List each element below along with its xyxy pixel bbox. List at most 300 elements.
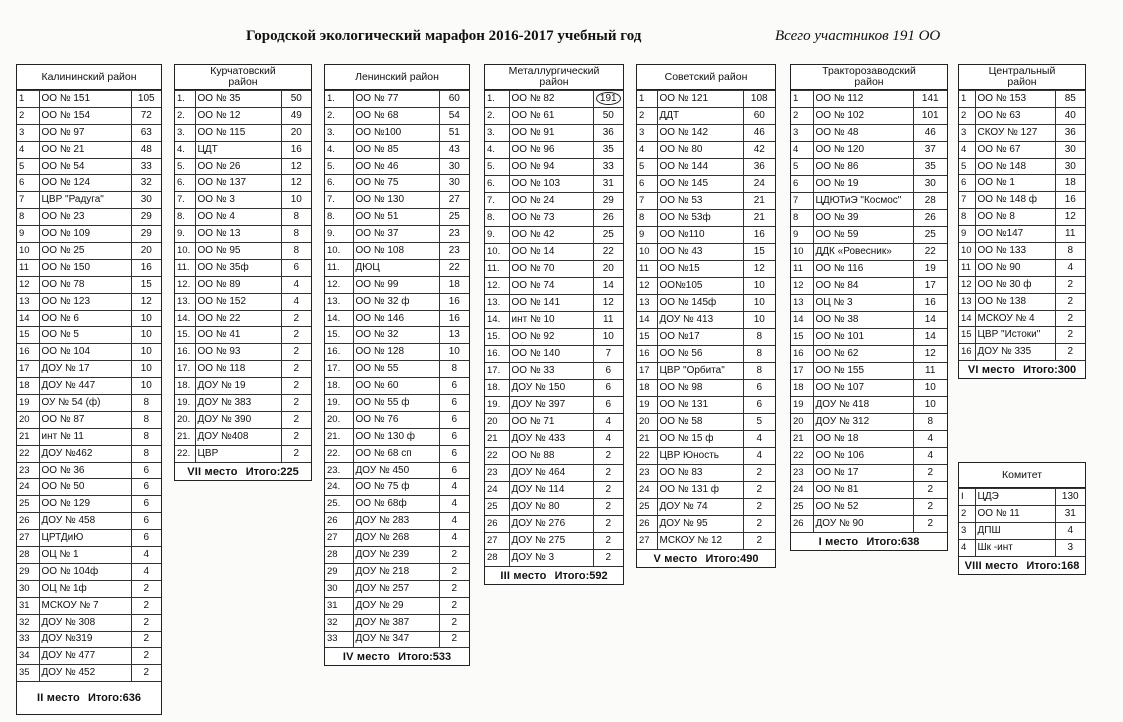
row-number: 4 bbox=[791, 142, 813, 159]
participant-count: 22 bbox=[439, 259, 469, 276]
participant-count: 20 bbox=[281, 124, 311, 141]
row-number: 6 bbox=[637, 176, 657, 193]
district-panel bbox=[16, 64, 162, 715]
organization-name: ОО № 41 bbox=[195, 327, 281, 344]
table-row bbox=[325, 276, 469, 293]
district-panel bbox=[958, 462, 1086, 575]
table-row bbox=[17, 344, 161, 361]
participant-count bbox=[593, 91, 623, 108]
participant-count: 2 bbox=[439, 563, 469, 580]
row-number: 5. bbox=[325, 158, 353, 175]
district-table bbox=[325, 90, 469, 648]
table-row bbox=[637, 125, 775, 142]
participant-count: 27 bbox=[439, 192, 469, 209]
participant-count: 2 bbox=[131, 597, 161, 614]
organization-name: ОО № 68 bbox=[353, 107, 439, 124]
table-row bbox=[17, 496, 161, 513]
participant-count: 4 bbox=[131, 547, 161, 564]
organization-name: ДОУ № 347 bbox=[353, 631, 439, 648]
row-number: 4. bbox=[325, 141, 353, 158]
row-number: 15. bbox=[485, 329, 509, 346]
organization-name: ОО № 87 bbox=[39, 411, 131, 428]
participant-count: 4 bbox=[1055, 259, 1085, 276]
table-row bbox=[17, 243, 161, 260]
table-row bbox=[637, 414, 775, 431]
organization-name: ОО № 92 bbox=[509, 329, 593, 346]
participant-count: 16 bbox=[439, 310, 469, 327]
place-label: II место bbox=[36, 692, 80, 705]
table-row bbox=[17, 226, 161, 243]
table-row bbox=[485, 448, 623, 465]
participant-count: 15 bbox=[743, 244, 775, 261]
table-row bbox=[325, 107, 469, 124]
participant-count: 108 bbox=[743, 91, 775, 108]
district-table bbox=[959, 488, 1085, 557]
table-row bbox=[17, 141, 161, 158]
participant-count: 16 bbox=[743, 227, 775, 244]
table-row bbox=[485, 91, 623, 108]
organization-name: ДОУ № 458 bbox=[39, 513, 131, 530]
organization-name: ОО № 84 bbox=[813, 278, 913, 295]
row-number: 10. bbox=[485, 244, 509, 261]
participant-count: 54 bbox=[439, 107, 469, 124]
participant-count: 10 bbox=[131, 344, 161, 361]
row-number: 6. bbox=[175, 175, 195, 192]
organization-name: ОО № 121 bbox=[657, 91, 743, 108]
table-row bbox=[325, 226, 469, 243]
table-row bbox=[325, 124, 469, 141]
participant-count: 35 bbox=[593, 142, 623, 159]
participant-count: 51 bbox=[439, 124, 469, 141]
participant-count: 22 bbox=[913, 244, 947, 261]
participant-count: 25 bbox=[593, 227, 623, 244]
row-number: 16. bbox=[325, 344, 353, 361]
participant-count: 10 bbox=[743, 278, 775, 295]
row-number: 28 bbox=[325, 547, 353, 564]
row-number: 18 bbox=[637, 380, 657, 397]
organization-name: ДОУ № 418 bbox=[813, 397, 913, 414]
table-row bbox=[485, 278, 623, 295]
participant-count: 2 bbox=[131, 631, 161, 648]
participant-count: 141 bbox=[913, 91, 947, 108]
table-row bbox=[637, 431, 775, 448]
table-row bbox=[325, 259, 469, 276]
organization-name: ОО № 106 bbox=[813, 448, 913, 465]
row-number: 11 bbox=[959, 259, 975, 276]
table-row bbox=[791, 159, 947, 176]
row-number: 33 bbox=[17, 631, 39, 648]
row-number: 24 bbox=[485, 482, 509, 499]
participant-count: 6 bbox=[593, 397, 623, 414]
district-result bbox=[175, 463, 311, 480]
row-number: 8 bbox=[637, 210, 657, 227]
row-number: I bbox=[959, 489, 975, 506]
organization-name: ДОУ № 450 bbox=[353, 462, 439, 479]
participant-count: 72 bbox=[131, 107, 161, 124]
district-result bbox=[485, 567, 623, 584]
table-row bbox=[175, 344, 311, 361]
row-number: 19 bbox=[17, 395, 39, 412]
table-row bbox=[175, 293, 311, 310]
participant-count: 4 bbox=[439, 496, 469, 513]
row-number: 33 bbox=[325, 631, 353, 648]
row-number: 30 bbox=[325, 580, 353, 597]
participant-count: 8 bbox=[439, 361, 469, 378]
table-row bbox=[959, 327, 1085, 344]
table-row bbox=[17, 614, 161, 631]
row-number: 19 bbox=[791, 397, 813, 414]
table-row bbox=[637, 244, 775, 261]
row-number: 22 bbox=[485, 448, 509, 465]
participant-count: 2 bbox=[281, 428, 311, 445]
row-number: 23 bbox=[637, 465, 657, 482]
participant-count: 8 bbox=[1055, 243, 1085, 260]
table-row bbox=[175, 226, 311, 243]
row-number: 20 bbox=[17, 411, 39, 428]
participant-count: 36 bbox=[743, 159, 775, 176]
row-number: 16 bbox=[791, 346, 813, 363]
table-row bbox=[637, 159, 775, 176]
organization-name: ОО № 150 bbox=[39, 259, 131, 276]
organization-name: ОО № 115 bbox=[195, 124, 281, 141]
organization-name: ДОУ № 29 bbox=[353, 597, 439, 614]
table-row bbox=[959, 107, 1085, 124]
row-number: 6 bbox=[17, 175, 39, 192]
organization-name: ОО № 35 bbox=[195, 91, 281, 108]
organization-name: ОО № 73 bbox=[509, 210, 593, 227]
organization-name: ОО № 19 bbox=[813, 176, 913, 193]
total-label: Итого:225 bbox=[245, 465, 299, 478]
table-row bbox=[485, 261, 623, 278]
participant-count: 2 bbox=[281, 395, 311, 412]
row-number: 22. bbox=[325, 445, 353, 462]
district-panel bbox=[958, 64, 1086, 379]
organization-name: ОО № 124 bbox=[39, 175, 131, 192]
table-row bbox=[959, 192, 1085, 209]
table-row bbox=[791, 91, 947, 108]
table-row bbox=[17, 378, 161, 395]
organization-name: ЦДЭ bbox=[975, 489, 1055, 506]
row-number: 8 bbox=[959, 209, 975, 226]
participant-count: 4 bbox=[743, 448, 775, 465]
organization-name: ОО № 97 bbox=[39, 124, 131, 141]
table-row bbox=[325, 175, 469, 192]
participant-count: 12 bbox=[593, 295, 623, 312]
organization-name: ОО № 21 bbox=[39, 141, 131, 158]
table-row bbox=[175, 378, 311, 395]
participant-count: 2 bbox=[743, 499, 775, 516]
row-number: 15 bbox=[959, 327, 975, 344]
table-row bbox=[17, 631, 161, 648]
participant-count: 2 bbox=[439, 580, 469, 597]
organization-name: ДОУ № 257 bbox=[353, 580, 439, 597]
organization-name: ДОУ № 19 bbox=[195, 378, 281, 395]
participant-count: 3 bbox=[1055, 540, 1085, 557]
table-row bbox=[485, 499, 623, 516]
participant-count: 2 bbox=[281, 310, 311, 327]
participant-count: 6 bbox=[743, 380, 775, 397]
organization-name: ДОУ № 80 bbox=[509, 499, 593, 516]
participant-count: 16 bbox=[913, 295, 947, 312]
organization-name: ОО № 107 bbox=[813, 380, 913, 397]
table-row bbox=[325, 445, 469, 462]
row-number: 2 bbox=[791, 108, 813, 125]
table-row bbox=[959, 540, 1085, 557]
organization-name: ОО № 138 bbox=[975, 293, 1055, 310]
participant-count: 63 bbox=[131, 124, 161, 141]
row-number: 17. bbox=[175, 361, 195, 378]
table-row bbox=[791, 499, 947, 516]
participant-count: 5 bbox=[743, 414, 775, 431]
table-row bbox=[637, 448, 775, 465]
organization-name: МСКОУ № 4 bbox=[975, 310, 1055, 327]
table-row bbox=[485, 295, 623, 312]
participant-count: 2 bbox=[281, 361, 311, 378]
row-number: 22 bbox=[791, 448, 813, 465]
participant-count: 85 bbox=[1055, 91, 1085, 108]
organization-name: ОО № 133 bbox=[975, 243, 1055, 260]
total-label: Итого:490 bbox=[705, 553, 759, 565]
organization-name: ОО № 151 bbox=[39, 91, 131, 108]
participant-count: 29 bbox=[131, 209, 161, 226]
row-number: 13 bbox=[791, 295, 813, 312]
table-row bbox=[959, 344, 1085, 361]
table-row bbox=[637, 193, 775, 210]
table-row bbox=[959, 259, 1085, 276]
organization-name: ОО № 131 ф bbox=[657, 482, 743, 499]
organization-name: ЦВР Юность bbox=[657, 448, 743, 465]
table-row bbox=[17, 411, 161, 428]
district-result bbox=[637, 550, 775, 567]
participant-count: 105 bbox=[131, 91, 161, 108]
participant-count: 13 bbox=[439, 327, 469, 344]
organization-name: ОО №147 bbox=[975, 226, 1055, 243]
row-number: 2. bbox=[325, 107, 353, 124]
district-name: Центральный район bbox=[959, 65, 1085, 90]
organization-name: ОО № 62 bbox=[813, 346, 913, 363]
participant-count: 30 bbox=[1055, 158, 1085, 175]
organization-name: МСКОУ № 12 bbox=[657, 533, 743, 550]
row-number: 18 bbox=[17, 378, 39, 395]
row-number: 13. bbox=[325, 293, 353, 310]
organization-name: ОО № 61 bbox=[509, 108, 593, 125]
organization-name: ДДК «Ровесник» bbox=[813, 244, 913, 261]
row-number: 1 bbox=[17, 91, 39, 108]
participant-count: 30 bbox=[439, 158, 469, 175]
row-number: 8 bbox=[17, 209, 39, 226]
row-number: 3 bbox=[17, 124, 39, 141]
district-name: Ленинский район bbox=[325, 65, 469, 90]
participant-count: 20 bbox=[131, 243, 161, 260]
table-row bbox=[637, 346, 775, 363]
row-number: 2 bbox=[637, 108, 657, 125]
row-number: 18. bbox=[175, 378, 195, 395]
participant-count: 18 bbox=[439, 276, 469, 293]
organization-name: ОО № 14 bbox=[509, 244, 593, 261]
table-row bbox=[485, 108, 623, 125]
row-number: 15. bbox=[175, 327, 195, 344]
participant-count: 23 bbox=[439, 243, 469, 260]
organization-name: ДОУ № 308 bbox=[39, 614, 131, 631]
organization-name: ОО № 60 bbox=[353, 378, 439, 395]
row-number: 13. bbox=[175, 293, 195, 310]
participant-count: 10 bbox=[281, 192, 311, 209]
organization-name: ОЦ № 1ф bbox=[39, 580, 131, 597]
organization-name: ДОУ № 447 bbox=[39, 378, 131, 395]
participant-count: 12 bbox=[913, 346, 947, 363]
table-row bbox=[637, 312, 775, 329]
table-row bbox=[17, 428, 161, 445]
organization-name: ДПШ bbox=[975, 523, 1055, 540]
table-row bbox=[325, 192, 469, 209]
participant-count: 4 bbox=[913, 448, 947, 465]
table-row bbox=[175, 141, 311, 158]
table-row bbox=[637, 380, 775, 397]
table-row bbox=[17, 107, 161, 124]
place-label: VI место bbox=[967, 364, 1016, 377]
participant-count: 2 bbox=[913, 482, 947, 499]
row-number: 6. bbox=[325, 175, 353, 192]
organization-name: ОО № 128 bbox=[353, 344, 439, 361]
table-row bbox=[485, 159, 623, 176]
row-number: 20 bbox=[485, 414, 509, 431]
row-number: 20. bbox=[175, 411, 195, 428]
row-number: 5 bbox=[637, 159, 657, 176]
organization-name: ОО № 24 bbox=[509, 193, 593, 210]
organization-name: ОО № 130 bbox=[353, 192, 439, 209]
participant-count: 10 bbox=[913, 397, 947, 414]
participant-count: 2 bbox=[131, 665, 161, 682]
organization-name: ОО № 99 bbox=[353, 276, 439, 293]
participant-count: 29 bbox=[593, 193, 623, 210]
participant-count: 30 bbox=[439, 175, 469, 192]
participant-count: 8 bbox=[743, 346, 775, 363]
participant-count: 6 bbox=[439, 462, 469, 479]
participant-count: 28 bbox=[913, 193, 947, 210]
row-number: 15. bbox=[325, 327, 353, 344]
table-row bbox=[17, 513, 161, 530]
table-row bbox=[325, 428, 469, 445]
organization-name: ДОУ №462 bbox=[39, 445, 131, 462]
table-row bbox=[791, 125, 947, 142]
table-row bbox=[485, 482, 623, 499]
organization-name: ОО № 141 bbox=[509, 295, 593, 312]
table-row bbox=[637, 176, 775, 193]
organization-name: ОО № 91 bbox=[509, 125, 593, 142]
table-row bbox=[637, 516, 775, 533]
row-number: 11. bbox=[175, 259, 195, 276]
table-row bbox=[637, 91, 775, 108]
participant-count: 2 bbox=[281, 411, 311, 428]
district-table bbox=[17, 90, 161, 682]
total-label: Итого:168 bbox=[1026, 560, 1080, 572]
participant-count: 2 bbox=[131, 648, 161, 665]
row-number: 31 bbox=[17, 597, 39, 614]
table-row bbox=[637, 465, 775, 482]
participant-count: 35 bbox=[913, 159, 947, 176]
row-number: 18 bbox=[791, 380, 813, 397]
row-number: 32 bbox=[17, 614, 39, 631]
organization-name: ОО № 146 bbox=[353, 310, 439, 327]
organization-name: ОО № 155 bbox=[813, 363, 913, 380]
table-row bbox=[175, 91, 311, 108]
table-row bbox=[485, 465, 623, 482]
organization-name: ОО № 32 bbox=[353, 327, 439, 344]
participant-count: 30 bbox=[913, 176, 947, 193]
participant-count: 6 bbox=[439, 445, 469, 462]
row-number: 13 bbox=[959, 293, 975, 310]
table-row bbox=[325, 378, 469, 395]
participant-count: 4 bbox=[281, 276, 311, 293]
table-row bbox=[325, 580, 469, 597]
table-row bbox=[17, 276, 161, 293]
organization-name: ОО № 86 bbox=[813, 159, 913, 176]
row-number: 14. bbox=[175, 310, 195, 327]
participant-count: 2 bbox=[1055, 327, 1085, 344]
row-number: 12 bbox=[791, 278, 813, 295]
table-row bbox=[485, 533, 623, 550]
participant-count: 4 bbox=[439, 530, 469, 547]
row-number: 7 bbox=[637, 193, 657, 210]
table-row bbox=[325, 563, 469, 580]
organization-name: ДОУ № 17 bbox=[39, 361, 131, 378]
district-panel bbox=[324, 64, 470, 666]
row-number: 26 bbox=[637, 516, 657, 533]
participant-count: 29 bbox=[131, 226, 161, 243]
row-number: 9 bbox=[791, 227, 813, 244]
table-row bbox=[17, 648, 161, 665]
row-number: 23. bbox=[325, 462, 353, 479]
organization-name: ОО № 55 bbox=[353, 361, 439, 378]
table-row bbox=[637, 363, 775, 380]
table-row bbox=[485, 397, 623, 414]
participant-count: 4 bbox=[743, 431, 775, 448]
organization-name: ДОУ № 397 bbox=[509, 397, 593, 414]
organization-name: ОО № 148 bbox=[975, 158, 1055, 175]
table-row bbox=[791, 261, 947, 278]
row-number: 22 bbox=[637, 448, 657, 465]
organization-name: ОО № 81 bbox=[813, 482, 913, 499]
participant-count: 8 bbox=[281, 226, 311, 243]
row-number: 4 bbox=[637, 142, 657, 159]
table-row bbox=[325, 209, 469, 226]
participant-count: 2 bbox=[913, 499, 947, 516]
participant-count: 2 bbox=[439, 547, 469, 564]
table-row bbox=[637, 295, 775, 312]
table-row bbox=[959, 209, 1085, 226]
row-number: 14. bbox=[485, 312, 509, 329]
district-result bbox=[959, 557, 1085, 574]
organization-name: ЦДТ bbox=[195, 141, 281, 158]
participant-count: 130 bbox=[1055, 489, 1085, 506]
place-label: IV место bbox=[342, 651, 391, 664]
row-number: 16 bbox=[637, 346, 657, 363]
table-row bbox=[791, 516, 947, 533]
organization-name: ОО № 52 bbox=[813, 499, 913, 516]
row-number: 19 bbox=[637, 397, 657, 414]
row-number: 24. bbox=[325, 479, 353, 496]
table-row bbox=[175, 124, 311, 141]
table-row bbox=[791, 278, 947, 295]
organization-name: ОО № 140 bbox=[509, 346, 593, 363]
organization-name: ОО №17 bbox=[657, 329, 743, 346]
participant-count: 30 bbox=[131, 192, 161, 209]
row-number: 14 bbox=[791, 312, 813, 329]
table-row bbox=[637, 142, 775, 159]
participant-count: 2 bbox=[1055, 344, 1085, 361]
participant-count: 2 bbox=[1055, 293, 1085, 310]
table-row bbox=[485, 176, 623, 193]
